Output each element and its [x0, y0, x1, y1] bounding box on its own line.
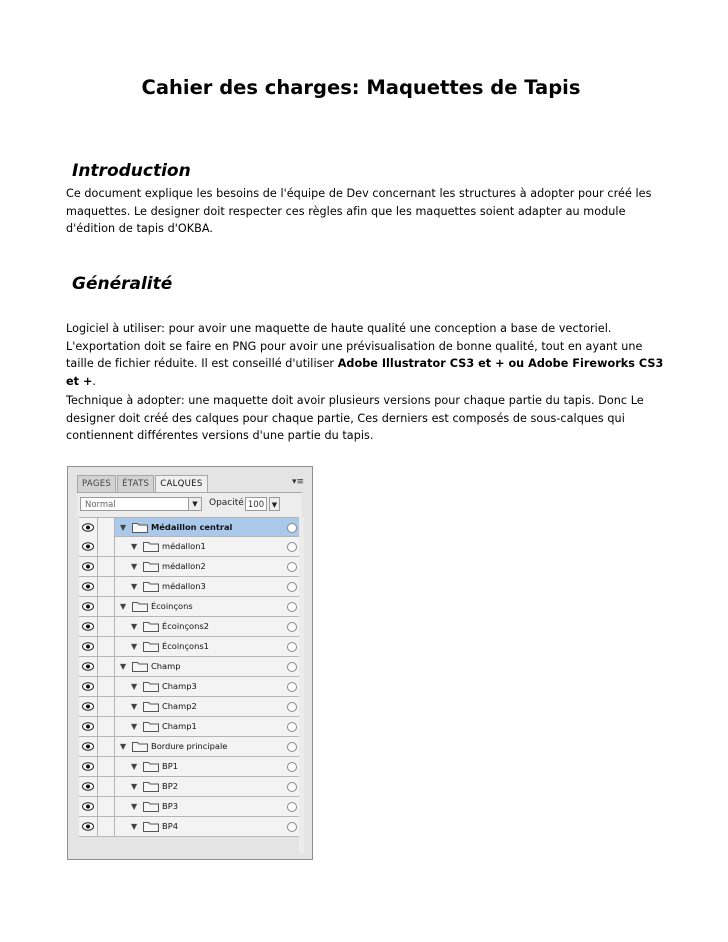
visibility-eye-icon[interactable]: [79, 817, 98, 836]
layer-row[interactable]: [79, 617, 299, 637]
layer-target-circle-icon[interactable]: [287, 542, 297, 552]
visibility-eye-icon[interactable]: [79, 537, 98, 556]
layer-name: BP2: [162, 781, 178, 791]
layer-row[interactable]: [79, 517, 299, 537]
visibility-eye-icon[interactable]: [79, 677, 98, 696]
expand-triangle-icon[interactable]: ▼: [131, 622, 138, 631]
layer-name: Champ: [151, 661, 181, 671]
opacity-input[interactable]: 100: [245, 497, 267, 511]
lock-toggle[interactable]: [98, 637, 115, 656]
visibility-eye-icon[interactable]: [79, 777, 98, 796]
layers-panel-screenshot: [67, 466, 313, 860]
scrollbar[interactable]: [299, 517, 304, 853]
expand-triangle-icon[interactable]: ▼: [131, 642, 138, 651]
layer-row[interactable]: [79, 757, 299, 777]
lock-toggle[interactable]: [98, 717, 115, 736]
layer-target-circle-icon[interactable]: [287, 642, 297, 652]
tab-pages[interactable]: PAGES: [77, 475, 116, 492]
visibility-eye-icon[interactable]: [79, 557, 98, 576]
layer-row[interactable]: [79, 817, 299, 837]
expand-triangle-icon[interactable]: ▼: [131, 562, 138, 571]
general-heading: Généralité: [72, 274, 173, 294]
opacity-label: Opacité: [209, 498, 244, 508]
visibility-eye-icon[interactable]: [79, 657, 98, 676]
expand-triangle-icon[interactable]: ▼: [131, 542, 138, 551]
folder-icon: [143, 641, 159, 652]
layer-row[interactable]: [79, 557, 299, 577]
layer-target-circle-icon[interactable]: [287, 762, 297, 772]
layer-target-circle-icon[interactable]: [287, 662, 297, 672]
panel-menu-icon[interactable]: ▾≡: [291, 477, 304, 487]
folder-icon: [132, 661, 148, 672]
folder-icon: [143, 761, 159, 772]
layer-row[interactable]: [79, 737, 299, 757]
expand-triangle-icon[interactable]: ▼: [120, 602, 127, 611]
blend-mode-select[interactable]: Normal ▼: [80, 497, 202, 511]
visibility-eye-icon[interactable]: [79, 597, 98, 616]
folder-icon: [143, 821, 159, 832]
expand-triangle-icon[interactable]: ▼: [131, 802, 138, 811]
folder-icon: [143, 781, 159, 792]
layer-target-circle-icon[interactable]: [287, 582, 297, 592]
layer-name: Champ2: [162, 701, 197, 711]
expand-triangle-icon[interactable]: ▼: [120, 662, 127, 671]
layers-list: [79, 517, 299, 837]
folder-icon: [132, 601, 148, 612]
layer-target-circle-icon[interactable]: [287, 622, 297, 632]
visibility-eye-icon[interactable]: [79, 737, 98, 756]
software-paragraph: Logiciel à utiliser: pour avoir une maquette de haute qualité une conception a base de vectoriel. L'exportation doit se faire en PNG pour avoir une prévisualisation de bonne qualité, tout en ayant une taille de fichier réduite. Il est conseillé d'utiliser Adobe Illustrator CS3 et + ou Adobe Fireworks CS3 et +.: [66, 322, 664, 389]
lock-toggle[interactable]: [98, 757, 115, 776]
folder-icon: [132, 522, 148, 533]
layer-name: BP1: [162, 761, 178, 771]
lock-toggle[interactable]: [98, 537, 115, 556]
tab-calques[interactable]: CALQUES: [155, 475, 207, 492]
layer-name: médallon3: [162, 581, 206, 591]
folder-icon: [143, 621, 159, 632]
visibility-eye-icon[interactable]: [79, 757, 98, 776]
expand-triangle-icon[interactable]: ▼: [131, 762, 138, 771]
layer-target-circle-icon[interactable]: [287, 742, 297, 752]
visibility-eye-icon[interactable]: [79, 617, 98, 636]
visibility-eye-icon[interactable]: [79, 797, 98, 816]
expand-triangle-icon[interactable]: ▼: [120, 523, 127, 532]
folder-icon: [143, 541, 159, 552]
lock-toggle[interactable]: [98, 557, 115, 576]
layer-row[interactable]: [79, 677, 299, 697]
folder-icon: [143, 581, 159, 592]
visibility-eye-icon[interactable]: [79, 717, 98, 736]
layer-row[interactable]: [79, 717, 299, 737]
layer-name: Médaillon central: [151, 522, 233, 532]
panel-tabs: [77, 475, 209, 492]
folder-icon: [143, 701, 159, 712]
software-names: Adobe Illustrator CS3 et + ou Adobe Fireworks CS3 et +: [66, 357, 664, 389]
document-title: Cahier des charges: Maquettes de Tapis: [141, 76, 581, 99]
expand-triangle-icon[interactable]: ▼: [131, 782, 138, 791]
lock-toggle[interactable]: [98, 617, 115, 636]
layer-row[interactable]: [79, 657, 299, 677]
expand-triangle-icon[interactable]: ▼: [131, 582, 138, 591]
layer-row[interactable]: [79, 697, 299, 717]
layer-target-circle-icon[interactable]: [287, 722, 297, 732]
chevron-down-icon: ▼: [188, 498, 201, 510]
lock-toggle[interactable]: [98, 577, 115, 596]
layer-name: médallon2: [162, 561, 206, 571]
lock-toggle[interactable]: [98, 677, 115, 696]
layer-row[interactable]: [79, 577, 299, 597]
layer-name: Champ1: [162, 721, 197, 731]
layer-row[interactable]: [79, 797, 299, 817]
layer-row[interactable]: [79, 777, 299, 797]
lock-toggle[interactable]: [98, 817, 115, 836]
folder-icon: [143, 681, 159, 692]
lock-toggle[interactable]: [98, 697, 115, 716]
layer-name: Écoinçons1: [162, 641, 209, 651]
layer-target-circle-icon[interactable]: [287, 562, 297, 572]
layer-target-circle-icon[interactable]: [287, 802, 297, 812]
layer-name: Écoinçons2: [162, 621, 209, 631]
layer-target-circle-icon[interactable]: [287, 523, 297, 533]
layer-target-circle-icon[interactable]: [287, 782, 297, 792]
visibility-eye-icon[interactable]: [79, 697, 98, 716]
opacity-dropdown-icon[interactable]: ▼: [269, 497, 280, 511]
lock-toggle[interactable]: [98, 597, 115, 616]
lock-toggle[interactable]: [98, 518, 115, 537]
folder-icon: [132, 741, 148, 752]
layer-name: médallon1: [162, 541, 206, 551]
lock-toggle[interactable]: [98, 657, 115, 676]
layer-name: BP4: [162, 821, 178, 831]
lock-toggle[interactable]: [98, 737, 115, 756]
expand-triangle-icon[interactable]: ▼: [131, 682, 138, 691]
visibility-eye-icon[interactable]: [79, 518, 98, 537]
layer-target-circle-icon[interactable]: [287, 702, 297, 712]
expand-triangle-icon[interactable]: ▼: [131, 722, 138, 731]
layer-target-circle-icon[interactable]: [287, 822, 297, 832]
technique-paragraph: Technique à adopter: une maquette doit avoir plusieurs versions pour chaque partie du tapis. Donc Le designer doit créé des calques pour chaque partie, Ces derniers est composés de sous-calques qui contiennent différentes versions d'une partie du tapis.: [66, 394, 644, 443]
layer-name: BP3: [162, 801, 178, 811]
layer-row[interactable]: [79, 597, 299, 617]
layer-row[interactable]: [79, 637, 299, 657]
folder-icon: [143, 561, 159, 572]
layer-name: Écoinçons: [151, 601, 193, 611]
layer-target-circle-icon[interactable]: [287, 682, 297, 692]
layer-name: Bordure principale: [151, 741, 228, 751]
expand-triangle-icon[interactable]: ▼: [120, 742, 127, 751]
lock-toggle[interactable]: [98, 777, 115, 796]
visibility-eye-icon[interactable]: [79, 577, 98, 596]
intro-heading: Introduction: [72, 161, 191, 181]
layer-name: Champ3: [162, 681, 197, 691]
expand-triangle-icon[interactable]: ▼: [131, 702, 138, 711]
intro-paragraph: Ce document explique les besoins de l'équipe de Dev concernant les structures à adopter pour créé les maquettes. Le designer doit respecter ces règles afin que les maquettes soient adapter au module d'édition de tapis d'OKBA.: [66, 187, 652, 236]
lock-toggle[interactable]: [98, 797, 115, 816]
visibility-eye-icon[interactable]: [79, 637, 98, 656]
folder-icon: [143, 721, 159, 732]
tab-etats[interactable]: ÉTATS: [117, 475, 154, 492]
layer-row[interactable]: [79, 537, 299, 557]
expand-triangle-icon[interactable]: ▼: [131, 822, 138, 831]
layer-target-circle-icon[interactable]: [287, 602, 297, 612]
folder-icon: [143, 801, 159, 812]
